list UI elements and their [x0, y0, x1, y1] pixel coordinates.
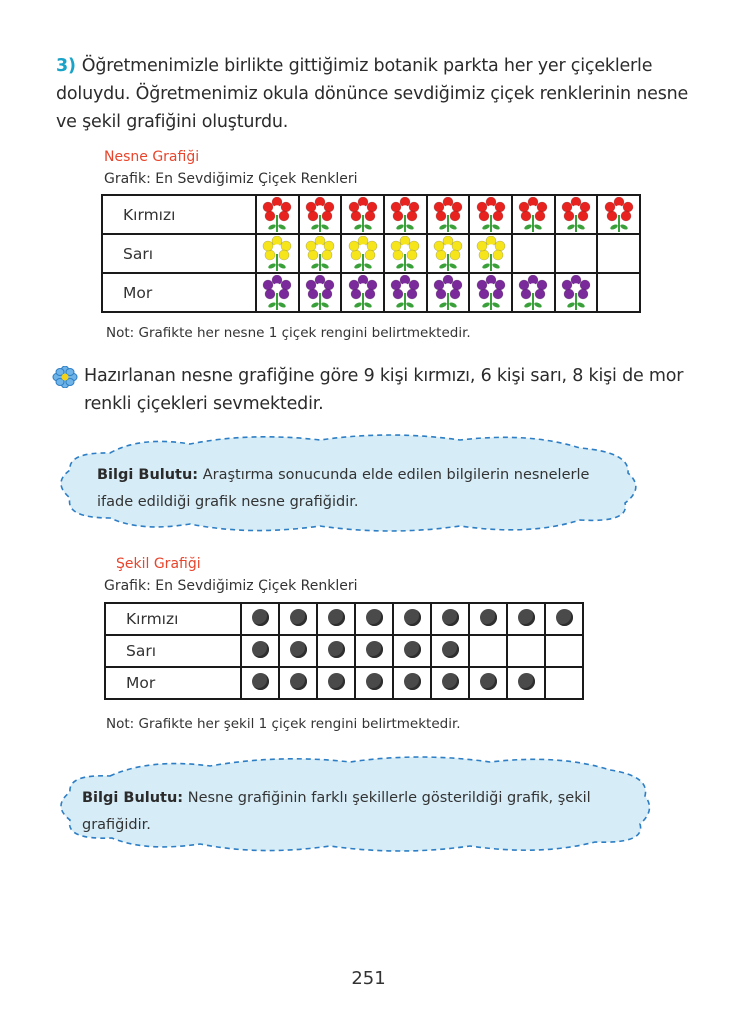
- shape-graph-cell: [317, 603, 355, 635]
- page-number: 251: [351, 968, 386, 989]
- shape-graph-cell: [279, 635, 317, 667]
- question-paragraph: [56, 52, 696, 136]
- dot-icon: [328, 641, 345, 658]
- shape-graph-row-label: Sarı: [105, 635, 241, 667]
- shape-graph-cell: [279, 667, 317, 699]
- info-cloud-2: [82, 785, 622, 839]
- object-graph-cell: [597, 234, 640, 273]
- flower-icon: [433, 197, 463, 233]
- object-graph-cell: [469, 195, 512, 234]
- shape-graph-cell: [469, 603, 507, 635]
- object-graph-subtitle: Grafik: En Sevdiğimiz Çiçek Renkleri: [104, 171, 358, 187]
- dot-icon: [556, 609, 573, 626]
- object-graph-cell: [384, 273, 427, 312]
- flower-icon: [390, 236, 420, 272]
- shape-graph-table: [104, 602, 584, 700]
- dot-icon: [404, 609, 421, 626]
- object-graph-cell: [299, 273, 342, 312]
- flower-icon: [476, 275, 506, 311]
- flower-icon: [262, 197, 292, 233]
- shape-graph-cell: [507, 603, 545, 635]
- dot-icon: [480, 609, 497, 626]
- info-cloud-1-label: Bilgi Bulutu:: [97, 467, 199, 483]
- dot-icon: [366, 609, 383, 626]
- object-graph-row-label: Sarı: [102, 234, 256, 273]
- shape-graph-cell: [241, 635, 279, 667]
- object-graph-cell: [299, 234, 342, 273]
- shape-graph-title: Şekil Grafiği: [116, 556, 201, 572]
- object-graph-cell: [256, 195, 299, 234]
- dot-icon: [480, 673, 497, 690]
- object-graph-cell: [427, 234, 470, 273]
- shape-graph-cell: [469, 667, 507, 699]
- object-graph-cell: [256, 234, 299, 273]
- shape-graph-cell: [241, 603, 279, 635]
- object-graph-row-label: Kırmızı: [102, 195, 256, 234]
- flower-icon: [262, 236, 292, 272]
- object-graph-cell: [512, 234, 555, 273]
- flower-icon: [518, 275, 548, 311]
- info-cloud-2-label: Bilgi Bulutu:: [82, 790, 184, 806]
- shape-graph-cell: [431, 635, 469, 667]
- object-graph-cell: [597, 273, 640, 312]
- object-graph-row: [102, 195, 640, 234]
- object-graph-cell: [299, 195, 342, 234]
- dot-icon: [404, 641, 421, 658]
- flower-icon: [305, 275, 335, 311]
- dot-icon: [518, 673, 535, 690]
- dot-icon: [518, 609, 535, 626]
- shape-graph-cell: [469, 635, 507, 667]
- shape-graph-cell: [317, 635, 355, 667]
- object-graph-table: [101, 194, 641, 313]
- shape-graph-cell: [545, 667, 583, 699]
- dot-icon: [328, 609, 345, 626]
- object-graph-cell: [384, 234, 427, 273]
- object-graph-row-label: Mor: [102, 273, 256, 312]
- flower-icon: [561, 275, 591, 311]
- question-number: 3): [56, 56, 76, 76]
- dot-icon: [290, 673, 307, 690]
- object-graph-cell: [597, 195, 640, 234]
- object-graph-cell: [555, 273, 598, 312]
- dot-icon: [442, 673, 459, 690]
- object-graph-row: [102, 234, 640, 273]
- flower-bullet-icon: [52, 366, 78, 388]
- shape-graph-subtitle: Grafik: En Sevdiğimiz Çiçek Renkleri: [104, 578, 358, 594]
- object-graph-cell: [427, 195, 470, 234]
- flower-icon: [561, 197, 591, 233]
- shape-graph-cell: [355, 635, 393, 667]
- info-cloud-1-text: Araştırma sonucunda elde edilen bilgilerin nesnelerle ifade edildiği grafik nesne grafiğidir.: [97, 467, 590, 510]
- dot-icon: [366, 673, 383, 690]
- flower-icon: [348, 275, 378, 311]
- statement-text: Hazırlanan nesne grafiğine göre 9 kişi kırmızı, 6 kişi sarı, 8 kişi de mor renkli çiçekleri sevmektedir.: [84, 366, 684, 414]
- info-cloud-2-text: Nesne grafiğinin farklı şekillerle gösterildiği grafik, şekil grafiğidir.: [82, 790, 591, 833]
- dot-icon: [252, 673, 269, 690]
- object-graph-cell: [341, 195, 384, 234]
- flower-icon: [262, 275, 292, 311]
- flower-icon: [390, 197, 420, 233]
- flower-icon: [348, 236, 378, 272]
- shape-graph-note: Not: Grafikte her şekil 1 çiçek rengini belirtmektedir.: [106, 716, 461, 732]
- object-graph-cell: [427, 273, 470, 312]
- flower-icon: [433, 275, 463, 311]
- shape-graph-cell: [355, 603, 393, 635]
- shape-graph-cell: [507, 635, 545, 667]
- dot-icon: [328, 673, 345, 690]
- dot-icon: [290, 641, 307, 658]
- flower-icon: [305, 197, 335, 233]
- object-graph-cell: [512, 195, 555, 234]
- dot-icon: [442, 641, 459, 658]
- dot-icon: [252, 609, 269, 626]
- object-graph-cell: [256, 273, 299, 312]
- object-graph-cell: [512, 273, 555, 312]
- shape-graph-cell: [507, 667, 545, 699]
- shape-graph-row: [105, 603, 583, 635]
- flower-icon: [390, 275, 420, 311]
- object-graph-cell: [555, 234, 598, 273]
- object-graph-title: Nesne Grafiği: [104, 149, 200, 165]
- shape-graph-row-label: Mor: [105, 667, 241, 699]
- dot-icon: [442, 609, 459, 626]
- object-graph-cell: [469, 273, 512, 312]
- object-graph-cell: [384, 195, 427, 234]
- flower-icon: [433, 236, 463, 272]
- object-graph-note: Not: Grafikte her nesne 1 çiçek rengini belirtmektedir.: [106, 325, 471, 341]
- object-graph-cell: [555, 195, 598, 234]
- shape-graph-cell: [393, 603, 431, 635]
- dot-icon: [366, 641, 383, 658]
- shape-graph-row: [105, 635, 583, 667]
- object-graph-cell: [469, 234, 512, 273]
- shape-graph-cell: [241, 667, 279, 699]
- shape-graph-cell: [431, 603, 469, 635]
- shape-graph-cell: [355, 667, 393, 699]
- info-cloud-1: [97, 462, 617, 516]
- shape-graph-cell: [545, 635, 583, 667]
- shape-graph-cell: [279, 603, 317, 635]
- object-graph-cell: [341, 234, 384, 273]
- shape-graph-cell: [317, 667, 355, 699]
- dot-icon: [404, 673, 421, 690]
- shape-graph-row: [105, 667, 583, 699]
- shape-graph-cell: [431, 667, 469, 699]
- flower-icon: [476, 197, 506, 233]
- flower-icon: [518, 197, 548, 233]
- shape-graph-row-label: Kırmızı: [105, 603, 241, 635]
- object-graph-row: [102, 273, 640, 312]
- flower-icon: [305, 236, 335, 272]
- flower-icon: [476, 236, 506, 272]
- shape-graph-cell: [393, 635, 431, 667]
- shape-graph-cell: [545, 603, 583, 635]
- flower-icon: [348, 197, 378, 233]
- shape-graph-cell: [393, 667, 431, 699]
- flower-icon: [604, 197, 634, 233]
- dot-icon: [252, 641, 269, 658]
- dot-icon: [290, 609, 307, 626]
- question-text: Öğretmenimizle birlikte gittiğimiz botanik parkta her yer çiçeklerle doluydu. Öğretmenimiz okula dönünce sevdiğimiz çiçek renklerinin nesne ve şekil grafiğini oluşturdu.: [56, 56, 689, 132]
- object-graph-cell: [341, 273, 384, 312]
